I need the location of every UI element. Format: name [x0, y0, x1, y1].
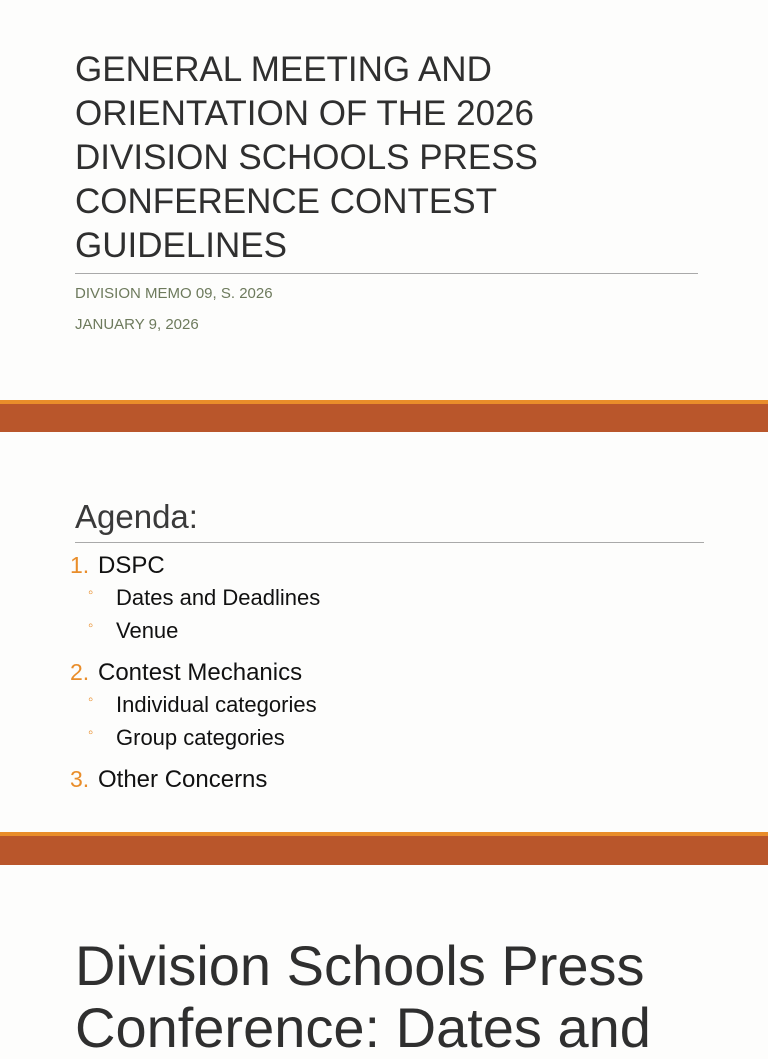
bullet-icon: ◦ — [88, 617, 94, 634]
memo-date: JANUARY 9, 2026 — [75, 316, 199, 333]
bullet-icon: ◦ — [88, 584, 94, 601]
agenda-subitem-label: Group categories — [116, 725, 285, 750]
agenda-title: Agenda: — [75, 498, 198, 535]
bullet-icon: ◦ — [88, 691, 94, 708]
agenda-item-number: 1. — [70, 552, 90, 578]
slide-3-title — [75, 935, 765, 1059]
agenda-item-label: DSPC — [98, 552, 165, 579]
title-rule — [75, 273, 698, 274]
slide-2 — [0, 432, 768, 832]
agenda-item-number: 3. — [70, 766, 90, 792]
agenda-item-number: 2. — [70, 659, 90, 685]
agenda-subitem — [68, 584, 708, 617]
agenda-item-label: Other Concerns — [98, 766, 268, 793]
slide-3-title-line: Conference: Dates and — [75, 996, 651, 1059]
slide-1-title: GENERAL MEETING AND ORIENTATION OF THE 2026 DIVISION SCHOOLS PRESS CONFERENCE CONTEST GUIDELINES — [75, 50, 538, 265]
agenda-subitem — [68, 724, 708, 757]
agenda-item — [68, 766, 708, 798]
agenda-rule — [75, 542, 704, 543]
slide-1 — [0, 0, 768, 400]
agenda-subitem-label: Dates and Deadlines — [116, 585, 321, 610]
memo-number: DIVISION MEMO 09, S. 2026 — [75, 285, 273, 302]
agenda-list — [68, 552, 708, 798]
slide-divider — [0, 832, 768, 865]
agenda-subitem — [68, 617, 708, 650]
agenda-subitem — [68, 691, 708, 724]
agenda-subitem-label: Individual categories — [116, 692, 317, 717]
bullet-icon: ◦ — [88, 724, 94, 741]
slide-divider — [0, 400, 768, 432]
slide-3 — [0, 865, 768, 1059]
agenda-subitem-label: Venue — [116, 618, 179, 643]
agenda-item — [68, 552, 708, 584]
agenda-item-label: Contest Mechanics — [98, 659, 303, 686]
agenda-item — [68, 659, 708, 691]
slide-3-title-line: Division Schools Press — [75, 934, 645, 997]
